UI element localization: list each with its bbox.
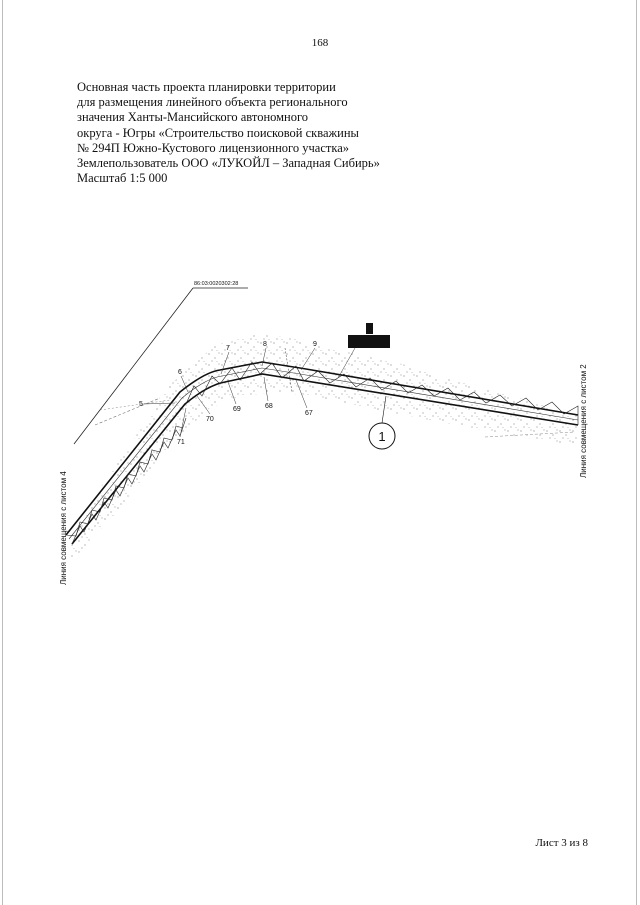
title-line: округа - Югры «Строительство поисковой скважины	[77, 125, 359, 140]
point-label: 7	[226, 345, 230, 352]
sheet-label: Лист 3 из 8	[535, 837, 588, 849]
redacted-block	[366, 323, 373, 334]
point-label: 70	[206, 416, 214, 423]
point-label: 71	[177, 439, 185, 446]
title-line: для размещения линейного объекта регионального	[77, 95, 348, 110]
point-label: 67	[305, 410, 313, 417]
redacted-label	[348, 335, 390, 348]
point-label: 6	[178, 369, 182, 376]
match-line-left-caption: Линия совмещения с листом 4	[59, 471, 68, 585]
title-line: значения Ханты-Мансийского автономного	[77, 110, 309, 125]
scale-line: Масштаб 1:5 000	[77, 171, 168, 186]
cadastral-number: 86:03:0020302:28	[194, 281, 239, 287]
point-label: 69	[233, 406, 241, 413]
title-line: Основная часть проекта планировки территории	[77, 80, 336, 94]
match-line-right-caption: Линия совмещения с листом 2	[579, 364, 588, 478]
title-line: Землепользователь ООО «ЛУКОЙЛ – Западная Сибирь»	[77, 156, 380, 171]
point-label: 68	[265, 403, 273, 410]
title-line: № 294П Южно-Кустового лицензионного участка»	[77, 140, 350, 155]
land-area	[70, 333, 578, 560]
point-label: 9	[313, 341, 317, 348]
point-label: 5	[139, 401, 143, 408]
point-label: 8	[263, 341, 267, 348]
zone-number: 1	[378, 429, 386, 444]
page-number: 168	[311, 37, 329, 49]
